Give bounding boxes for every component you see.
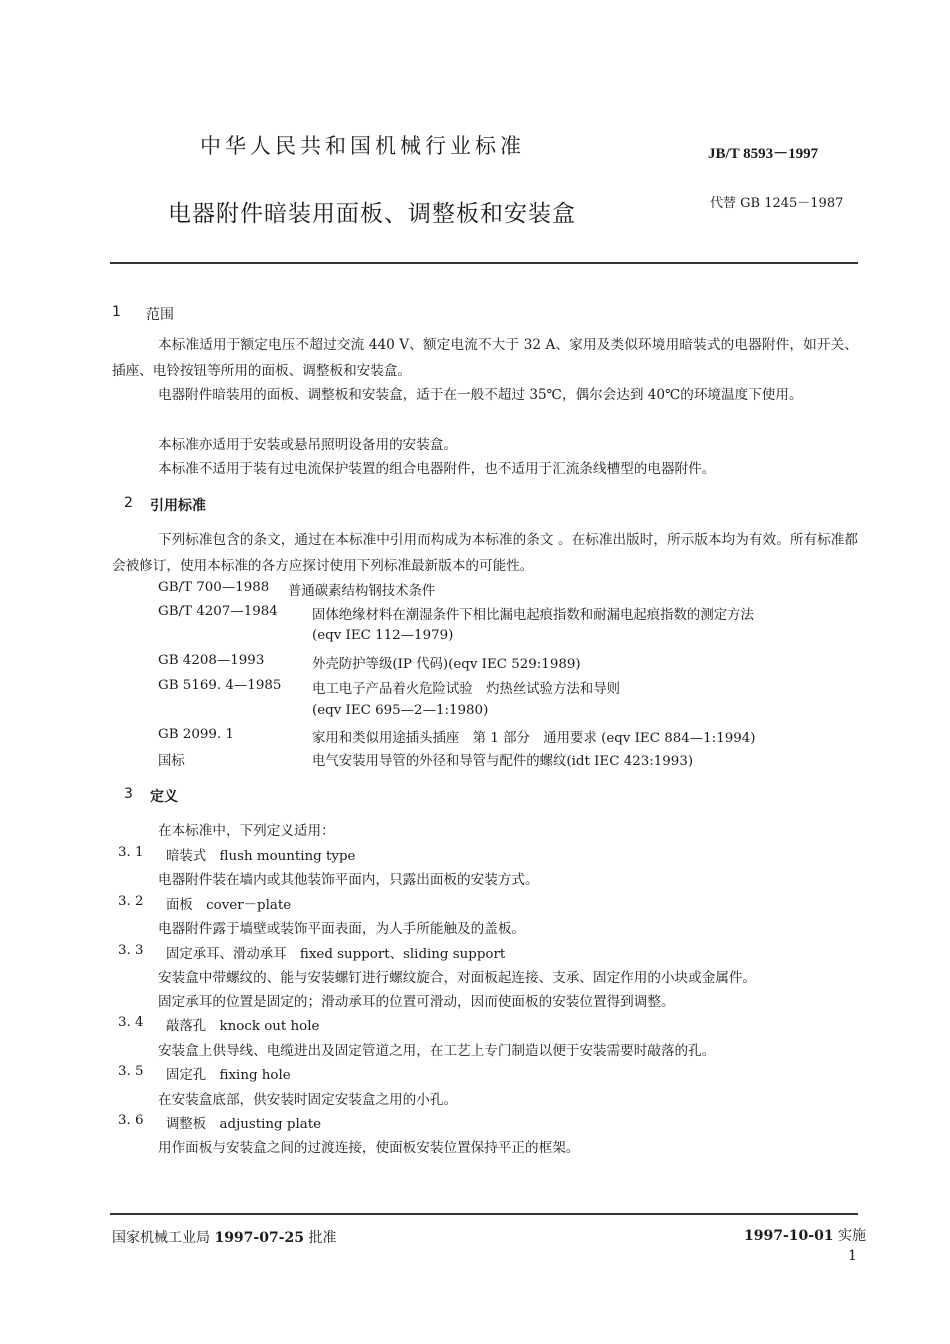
definition-term: 固定孔 fixing hole — [166, 1068, 291, 1083]
effective-date: 1997-10-01 — [744, 1228, 834, 1244]
definition-term: 面板 cover－plate — [166, 898, 292, 913]
section-2-title: 引用标准 — [150, 498, 206, 514]
replaces-standard: 代替 GB 1245－1987 — [710, 196, 844, 211]
standard-number: JB/T 8593－1997 — [708, 146, 819, 162]
footer-divider — [110, 1213, 858, 1215]
definition-term: 敲落孔 knock out hole — [166, 1019, 320, 1034]
reference-title-continued: (eqv IEC 112—1979) — [312, 628, 454, 643]
definition-text: 安装盒中带螺纹的、能与安装螺钉进行螺纹旋合，对面板起连接、支承、固定作用的小块或金属件。 — [158, 970, 757, 986]
section-2-intro: 下列标准包含的条文，通过在本标准中引用而构成为本标准的条文 。在标准出版时，所示版本均为有效。所有标准都会被修订，使用本标准的各方应探讨使用下列标准最新版本的可能性。 — [112, 532, 858, 574]
reference-code: GB/T 700—1988 — [158, 580, 270, 595]
definition-number: 3. 2 — [118, 894, 144, 909]
section-3-title: 定义 — [150, 789, 178, 805]
reference-title: 普通碳素结构钢技术条件 — [288, 584, 436, 599]
header-divider — [110, 262, 858, 264]
reference-title: 电气安装用导管的外径和导管与配件的螺纹(idt IEC 423:1993) — [312, 754, 694, 769]
section-1-number: 1 — [112, 304, 121, 320]
definition-term: 固定承耳、滑动承耳 fixed support、sliding support — [166, 947, 506, 962]
approval-authority: 国家机械工业局 — [112, 1230, 210, 1246]
definition-text: 电器附件装在墙内或其他装饰平面内，只露出面板的安装方式。 — [158, 872, 539, 888]
approval-line — [112, 1227, 336, 1247]
definition-number: 3. 6 — [118, 1113, 144, 1128]
section-1-title: 范围 — [146, 307, 174, 323]
definition-text: 用作面板与安装盒之间的过渡连接，使面板安装位置保持平正的框架。 — [158, 1140, 580, 1156]
reference-code: GB/T 4207—1984 — [158, 604, 278, 619]
section-3-intro: 在本标准中，下列定义适用： — [158, 823, 335, 839]
definition-text-continued: 固定承耳的位置是固定的；滑动承耳的位置可滑动，因而使面板的安装位置得到调整。 — [158, 994, 675, 1010]
definition-term: 暗装式 flush mounting type — [166, 849, 356, 864]
approval-label: 批准 — [308, 1230, 337, 1246]
reference-code: 国标 — [158, 754, 185, 769]
definition-number: 3. 1 — [118, 845, 144, 860]
definition-number: 3. 3 — [118, 943, 144, 958]
reference-code: GB 2099. 1 — [158, 727, 234, 742]
reference-title-continued: (eqv IEC 695—2—1:1980) — [312, 703, 489, 718]
section-1-paragraph: 本标准亦适用于安装或悬吊照明设备用的安装盒。 — [158, 437, 458, 453]
reference-title: 家用和类似用途插头插座 第 1 部分 通用要求 (eqv IEC 884—1:1994) — [312, 731, 756, 746]
section-1-paragraph: 电器附件暗装用的面板、调整板和安装盒，适于在一般不超过 35℃，偶尔会达到 40℃的环境温度下使用。 — [158, 387, 803, 403]
effective-line — [744, 1225, 866, 1245]
section-3-number: 3 — [124, 786, 133, 802]
standard-category-title: 中华人民共和国机械行业标准 — [200, 134, 525, 158]
reference-title: 电工电子产品着火危险试验 灼热丝试验方法和导则 — [312, 682, 620, 697]
definition-text: 安装盒上供导线、电缆进出及固定管道之用，在工艺上专门制造以便于安装需要时敲落的孔。 — [158, 1043, 716, 1059]
section-2-number: 2 — [124, 495, 133, 511]
definition-text: 在安装盒底部，供安装时固定安装盒之用的小孔。 — [158, 1092, 458, 1108]
definition-text: 电器附件露于墙壁或装饰平面表面，为人手所能触及的盖板。 — [158, 921, 526, 937]
definition-number: 3. 4 — [118, 1015, 144, 1030]
reference-title: 固体绝缘材料在潮湿条件下相比漏电起痕指数和耐漏电起痕指数的测定方法 — [312, 608, 754, 623]
reference-title: 外壳防护等级(IP 代码)(eqv IEC 529:1989) — [312, 657, 581, 672]
definition-number: 3. 5 — [118, 1064, 144, 1079]
effective-label: 实施 — [838, 1228, 867, 1244]
section-1-paragraph: 本标准不适用于装有过电流保护装置的组合电器附件，也不适用于汇流条线槽型的电器附件。 — [158, 461, 716, 477]
section-1-paragraph: 本标准适用于额定电压不超过交流 440 V、额定电流不大于 32 A、家用及类似环境用暗装式的电器附件，如开关、插座、电铃按钮等所用的面板、调整板和安装盒。 — [112, 337, 858, 379]
approval-date: 1997-07-25 — [214, 1230, 305, 1246]
reference-code: GB 4208—1993 — [158, 653, 265, 668]
page-number: 1 — [848, 1248, 857, 1264]
definition-term: 调整板 adjusting plate — [166, 1117, 322, 1132]
reference-code: GB 5169. 4—1985 — [158, 678, 282, 693]
document-title: 电器附件暗装用面板、调整板和安装盒 — [168, 201, 576, 227]
